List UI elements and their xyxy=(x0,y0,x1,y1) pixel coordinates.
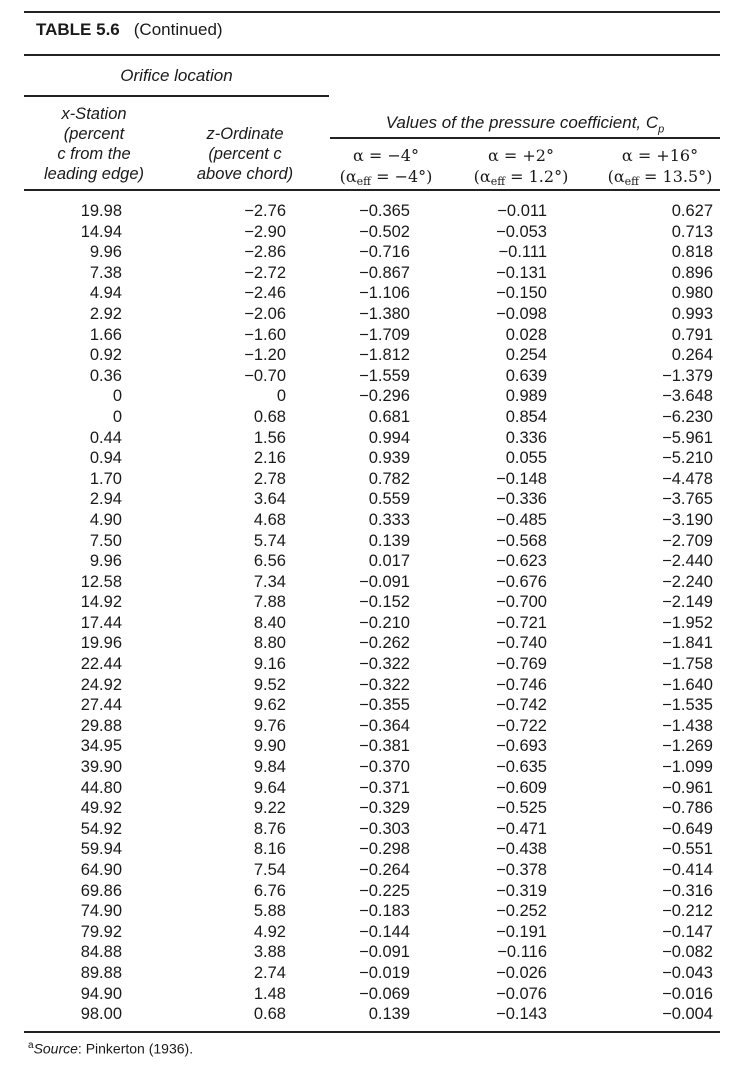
cp-alpha-pos16-cell: −2.440 xyxy=(662,552,713,571)
cp-alpha-neg4-cell: −0.365 xyxy=(359,202,410,220)
cp-alpha-pos16-cell: −5.961 xyxy=(662,428,713,447)
table-row xyxy=(24,839,724,860)
title-rule xyxy=(24,54,720,56)
table-row xyxy=(24,942,724,963)
x-station-cell: 4.94 xyxy=(89,284,122,303)
x-station-cell: 19.98 xyxy=(80,202,122,220)
cp-alpha-pos16-cell: −1.438 xyxy=(662,716,713,735)
x-station-cell: 0 xyxy=(112,387,122,406)
x-station-cell: 14.92 xyxy=(80,593,122,612)
cp-alpha-pos2-cell: 0.639 xyxy=(505,366,547,385)
cp-alpha-pos2-cell: −0.471 xyxy=(496,819,547,838)
cp-alpha-pos16-cell: −1.269 xyxy=(662,737,713,756)
z-ordinate-cell: 9.84 xyxy=(253,758,286,777)
cp-alpha-pos16-cell: 0.896 xyxy=(671,263,713,282)
cp-alpha-neg4-cell: 0.782 xyxy=(368,469,410,488)
cp-alpha-neg4-cell: −0.019 xyxy=(359,963,410,982)
cp-alpha-pos16-cell: −1.099 xyxy=(662,758,713,777)
table-row xyxy=(24,469,724,490)
cp-alpha-pos16-cell: −1.758 xyxy=(662,655,713,674)
cp-alpha-pos16-cell: 0.993 xyxy=(671,304,713,323)
z-ordinate-cell: 9.62 xyxy=(253,696,286,715)
cp-alpha-neg4-cell: −0.502 xyxy=(359,222,410,241)
cp-alpha-pos16-cell: −0.786 xyxy=(662,799,713,818)
table-row xyxy=(24,201,724,222)
table-row xyxy=(24,963,724,984)
cp-alpha-neg4-cell: −0.355 xyxy=(359,696,410,715)
x-header-line: (percent xyxy=(63,125,125,143)
x-station-cell: 39.90 xyxy=(80,758,122,777)
z-ordinate-cell: 7.54 xyxy=(253,861,286,879)
alpha-value: α = +16° xyxy=(621,146,699,165)
cp-alpha-pos2-cell: −0.721 xyxy=(496,613,547,632)
x-station-cell: 64.90 xyxy=(80,861,122,879)
z-ordinate-cell: 2.16 xyxy=(253,449,286,468)
cp-alpha-pos16-cell: −0.082 xyxy=(662,943,713,962)
x-station-cell: 54.92 xyxy=(80,819,122,838)
cp-alpha-pos2-cell: −0.336 xyxy=(496,490,547,509)
cp-alpha-pos2-cell: −0.623 xyxy=(496,552,547,571)
table-row xyxy=(24,901,724,922)
z-ordinate-cell: 6.76 xyxy=(253,881,286,900)
table-row xyxy=(24,283,724,304)
z-ordinate-cell: 0 xyxy=(276,387,286,406)
cp-alpha-neg4-cell: 0.559 xyxy=(368,490,410,509)
z-ordinate-cell: 7.34 xyxy=(253,572,286,591)
table-row xyxy=(24,860,724,881)
z-ordinate-cell: −1.60 xyxy=(244,325,286,344)
cp-alpha-pos2-cell: −0.150 xyxy=(496,284,547,303)
z-ordinate-cell: 1.48 xyxy=(253,984,286,1003)
cp-alpha-neg4-cell: −0.381 xyxy=(359,737,410,756)
x-station-cell: 1.66 xyxy=(89,325,122,344)
x-station-cell: 84.88 xyxy=(80,943,122,962)
cp-alpha-neg4-cell: −0.371 xyxy=(359,778,410,797)
z-header-line: (percent c xyxy=(208,145,282,163)
cp-alpha-neg4-cell: −0.867 xyxy=(359,263,410,282)
table-row xyxy=(24,407,724,428)
cp-alpha-pos2-cell: −0.722 xyxy=(496,716,547,735)
cp-alpha-neg4-cell: −0.303 xyxy=(359,819,410,838)
cp-alpha-pos16-cell: −3.765 xyxy=(662,490,713,509)
table-row xyxy=(24,984,724,1005)
table-row xyxy=(24,510,724,531)
table-row xyxy=(24,531,724,552)
cp-alpha-pos2-cell: −0.700 xyxy=(496,593,547,612)
x-station-cell: 29.88 xyxy=(80,716,122,735)
cp-alpha-neg4-cell: −0.716 xyxy=(359,243,410,262)
table-row xyxy=(24,428,724,449)
z-ordinate-cell: 8.40 xyxy=(253,613,286,632)
cp-alpha-pos2-cell: −0.098 xyxy=(496,304,547,323)
z-ordinate-cell: −2.72 xyxy=(244,263,286,282)
footnote-source-label: Source xyxy=(33,1040,78,1057)
cp-alpha-pos16-cell: −2.149 xyxy=(662,593,713,612)
table-row xyxy=(24,448,724,469)
x-station-cell: 0.94 xyxy=(89,449,122,468)
table-row xyxy=(24,881,724,902)
cp-alpha-pos2-cell: −0.131 xyxy=(496,263,547,282)
x-station-cell: 17.44 xyxy=(80,613,122,632)
table-row xyxy=(24,675,724,696)
z-ordinate-cell: 9.16 xyxy=(253,655,286,674)
table-row xyxy=(24,736,724,757)
cp-alpha-neg4-cell: −0.370 xyxy=(359,758,410,777)
table-row xyxy=(24,695,724,716)
cp-alpha-pos16-cell: −5.210 xyxy=(662,449,713,468)
cp-alpha-neg4-cell: −0.210 xyxy=(359,613,410,632)
cp-alpha-neg4-cell: 0.939 xyxy=(368,449,410,468)
cp-alpha-pos2-cell: −0.116 xyxy=(497,943,547,962)
alpha-eff: $(\alpha_{eff} = 13.5^\circ)$ xyxy=(607,167,713,188)
table-bottom-rule xyxy=(24,1031,720,1033)
z-ordinate-cell: 6.56 xyxy=(253,552,286,571)
z-ordinate-cell: 9.64 xyxy=(253,778,286,797)
cp-alpha-neg4-cell: −0.069 xyxy=(359,984,410,1003)
cp-alpha-pos16-cell: −0.016 xyxy=(662,984,713,1003)
table-row xyxy=(24,716,724,737)
cp-alpha-pos16-cell: −0.316 xyxy=(662,881,713,900)
cp-alpha-pos16-cell: −1.535 xyxy=(662,696,713,715)
x-station-cell: 0.44 xyxy=(89,428,122,447)
cp-alpha-pos2-cell: −0.252 xyxy=(496,902,547,921)
z-ordinate-cell: −2.86 xyxy=(244,243,286,262)
cp-alpha-neg4-cell: −0.225 xyxy=(359,881,410,900)
x-station-cell: 1.70 xyxy=(89,469,122,488)
cp-alpha-pos16-cell: −6.230 xyxy=(662,407,713,426)
table-row xyxy=(24,819,724,840)
cp-alpha-pos16-cell: −0.961 xyxy=(662,778,713,797)
cp-alpha-pos2-cell: −0.676 xyxy=(496,572,547,591)
footnote xyxy=(28,1040,193,1057)
z-ordinate-cell: −2.46 xyxy=(244,284,286,303)
cp-alpha-neg4-cell: −0.298 xyxy=(359,840,410,859)
cp-alpha-pos2-cell: −0.143 xyxy=(496,1005,547,1024)
alpha-value: α = +2° xyxy=(488,146,554,165)
x-station-cell: 74.90 xyxy=(80,902,122,921)
cp-alpha-pos2-cell: 0.854 xyxy=(505,407,547,426)
z-ordinate-cell: −2.76 xyxy=(244,202,286,220)
cp-alpha-pos16-cell: 0.791 xyxy=(671,325,713,344)
z-ordinate-cell: 5.88 xyxy=(253,902,286,921)
cp-alpha-pos2-cell: 0.989 xyxy=(505,387,547,406)
table-row xyxy=(24,242,724,263)
cp-alpha-pos16-cell: −4.478 xyxy=(662,469,713,488)
cp-alpha-pos2-cell: −0.378 xyxy=(496,861,547,879)
table-row xyxy=(24,922,724,943)
table-row xyxy=(24,551,724,572)
cp-alpha-pos2-cell: −0.026 xyxy=(496,963,547,982)
z-ordinate-cell: 4.68 xyxy=(253,510,286,529)
table-continued: (Continued) xyxy=(133,20,223,39)
cp-alpha-pos2-cell: −0.111 xyxy=(498,243,547,262)
z-ordinate-cell: 2.74 xyxy=(253,963,286,982)
table-row xyxy=(24,778,724,799)
z-header-line: z-Ordinate xyxy=(206,125,284,143)
z-header-line: above chord) xyxy=(196,165,294,183)
x-station-cell: 0 xyxy=(112,407,122,426)
table-row xyxy=(24,592,724,613)
x-station-cell: 98.00 xyxy=(80,1005,122,1024)
cp-alpha-pos16-cell: −2.240 xyxy=(662,572,713,591)
z-ordinate-cell: 0.68 xyxy=(253,1005,286,1024)
alpha-header-2 xyxy=(458,145,584,192)
x-station-cell: 9.96 xyxy=(89,552,122,571)
z-ordinate-cell: 2.78 xyxy=(253,469,286,488)
cp-alpha-pos2-cell: −0.148 xyxy=(496,469,547,488)
cp-alpha-pos2-cell: −0.319 xyxy=(496,881,547,900)
cp-alpha-pos2-cell: −0.485 xyxy=(496,510,547,529)
cp-alpha-neg4-cell: −0.262 xyxy=(359,634,410,653)
cp-alpha-pos16-cell: −0.414 xyxy=(662,861,713,879)
cp-alpha-pos16-cell: −1.841 xyxy=(662,634,713,653)
z-ordinate-header xyxy=(175,124,315,184)
z-ordinate-cell: 3.64 xyxy=(253,490,286,509)
cp-alpha-neg4-cell: −0.329 xyxy=(359,799,410,818)
table-title xyxy=(36,20,223,40)
table-row xyxy=(24,489,724,510)
x-station-cell: 49.92 xyxy=(80,799,122,818)
cp-alpha-neg4-cell: −1.559 xyxy=(359,366,410,385)
cp-alpha-pos16-cell: −3.648 xyxy=(662,387,713,406)
x-station-cell: 7.38 xyxy=(89,263,122,282)
cp-alpha-neg4-cell: −1.106 xyxy=(359,284,410,303)
orifice-header: Orifice location xyxy=(120,66,233,85)
alpha-value: α = −4° xyxy=(353,146,419,165)
table-row xyxy=(24,1004,724,1025)
x-station-cell: 59.94 xyxy=(80,840,122,859)
x-station-cell: 14.94 xyxy=(80,222,122,241)
cp-alpha-pos16-cell: −0.147 xyxy=(662,922,713,941)
table-row xyxy=(24,222,724,243)
table-row xyxy=(24,366,724,387)
table-label: TABLE 5.6 xyxy=(36,20,120,39)
table-body xyxy=(24,201,724,1025)
z-ordinate-cell: 3.88 xyxy=(253,943,286,962)
x-station-cell: 89.88 xyxy=(80,963,122,982)
cp-alpha-pos2-cell: −0.635 xyxy=(496,758,547,777)
cp-alpha-neg4-cell: 0.333 xyxy=(368,510,410,529)
z-ordinate-cell: −2.90 xyxy=(244,222,286,241)
x-station-cell: 34.95 xyxy=(80,737,122,756)
z-ordinate-cell: 7.88 xyxy=(253,593,286,612)
cp-alpha-pos2-cell: 0.336 xyxy=(505,428,547,447)
x-station-cell: 94.90 xyxy=(80,984,122,1003)
x-station-cell: 19.96 xyxy=(80,634,122,653)
cp-alpha-neg4-cell: −0.296 xyxy=(359,387,410,406)
x-station-cell: 69.86 xyxy=(80,881,122,900)
table-row xyxy=(24,386,724,407)
cp-alpha-pos2-cell: −0.742 xyxy=(496,696,547,715)
x-station-cell: 2.92 xyxy=(89,304,122,323)
z-ordinate-cell: 8.16 xyxy=(253,840,286,859)
cp-alpha-pos16-cell: −3.190 xyxy=(662,510,713,529)
cp-alpha-neg4-cell: 0.994 xyxy=(368,428,410,447)
cp-alpha-neg4-cell: −0.183 xyxy=(359,902,410,921)
values-header-text: Values of the pressure coefficient, C xyxy=(385,113,659,132)
table-row xyxy=(24,757,724,778)
cp-alpha-pos2-cell: −0.076 xyxy=(496,984,547,1003)
alpha-eff: $(\alpha_{eff} = -4^\circ)$ xyxy=(339,167,433,188)
cp-alpha-pos16-cell: 0.627 xyxy=(671,202,713,220)
z-ordinate-cell: 5.74 xyxy=(253,531,286,550)
cp-alpha-pos16-cell: 0.713 xyxy=(671,222,713,241)
table-row xyxy=(24,613,724,634)
values-header xyxy=(330,113,720,135)
z-ordinate-cell: 9.90 xyxy=(253,737,286,756)
x-station-cell: 0.92 xyxy=(89,346,122,365)
cp-alpha-neg4-cell: −0.322 xyxy=(359,655,410,674)
x-station-cell: 9.96 xyxy=(89,243,122,262)
x-header-line: x-Station xyxy=(61,105,127,123)
table-row xyxy=(24,633,724,654)
orifice-rule xyxy=(24,95,329,97)
cp-alpha-neg4-cell: −0.144 xyxy=(359,922,410,941)
cp-alpha-pos16-cell: −0.004 xyxy=(662,1005,713,1024)
x-station-cell: 2.94 xyxy=(89,490,122,509)
cp-alpha-neg4-cell: −0.364 xyxy=(359,716,410,735)
cp-alpha-neg4-cell: −0.091 xyxy=(359,943,410,962)
top-rule xyxy=(24,11,720,13)
alpha-eff: $(\alpha_{eff} = 1.2^\circ)$ xyxy=(473,167,569,188)
cp-alpha-neg4-cell: −1.380 xyxy=(359,304,410,323)
cp-alpha-pos2-cell: −0.693 xyxy=(496,737,547,756)
alpha-header-1 xyxy=(330,145,442,192)
cp-alpha-pos2-cell: −0.438 xyxy=(496,840,547,859)
cp-alpha-pos16-cell: −0.212 xyxy=(662,902,713,921)
cp-alpha-pos16-cell: 0.818 xyxy=(671,243,713,262)
cp-alpha-pos2-cell: −0.011 xyxy=(497,202,547,220)
cp-alpha-pos16-cell: 0.980 xyxy=(671,284,713,303)
values-header-sub: p xyxy=(658,123,665,136)
alpha-header-3 xyxy=(596,145,724,192)
values-rule xyxy=(330,137,720,139)
x-header-line: leading edge) xyxy=(44,165,144,183)
cp-alpha-pos16-cell: −1.952 xyxy=(662,613,713,632)
x-station-cell: 44.80 xyxy=(80,778,122,797)
cp-alpha-neg4-cell: −0.264 xyxy=(359,861,410,879)
x-station-cell: 24.92 xyxy=(80,675,122,694)
z-ordinate-cell: 4.92 xyxy=(253,922,286,941)
cp-alpha-pos2-cell: −0.053 xyxy=(496,222,547,241)
z-ordinate-cell: 8.80 xyxy=(253,634,286,653)
cp-alpha-pos2-cell: 0.055 xyxy=(505,449,547,468)
z-ordinate-cell: 9.76 xyxy=(253,716,286,735)
z-ordinate-cell: 9.52 xyxy=(253,675,286,694)
cp-alpha-neg4-cell: −1.709 xyxy=(359,325,410,344)
cp-alpha-pos16-cell: −1.379 xyxy=(662,366,713,385)
z-ordinate-cell: −1.20 xyxy=(244,346,286,365)
cp-alpha-neg4-cell: −0.091 xyxy=(359,572,410,591)
z-ordinate-cell: 1.56 xyxy=(253,428,286,447)
table-row xyxy=(24,654,724,675)
table-row xyxy=(24,304,724,325)
table-row xyxy=(24,798,724,819)
table-row xyxy=(24,325,724,346)
x-station-cell: 27.44 xyxy=(80,696,122,715)
x-station-cell: 7.50 xyxy=(89,531,122,550)
z-ordinate-cell: −2.06 xyxy=(244,304,286,323)
z-ordinate-cell: 9.22 xyxy=(253,799,286,818)
cp-alpha-pos16-cell: −0.551 xyxy=(662,840,713,859)
cp-alpha-pos16-cell: −2.709 xyxy=(662,531,713,550)
cp-alpha-neg4-cell: −1.812 xyxy=(359,346,410,365)
x-station-cell: 79.92 xyxy=(80,922,122,941)
cp-alpha-pos16-cell: −1.640 xyxy=(662,675,713,694)
cp-alpha-pos2-cell: 0.028 xyxy=(505,325,547,344)
cp-alpha-neg4-cell: 0.681 xyxy=(368,407,410,426)
z-ordinate-cell: −0.70 xyxy=(244,366,286,385)
table-row xyxy=(24,263,724,284)
table-row xyxy=(24,572,724,593)
cp-alpha-neg4-cell: 0.139 xyxy=(368,531,410,550)
x-station-cell: 0.36 xyxy=(89,366,122,385)
cp-alpha-pos2-cell: 0.254 xyxy=(505,346,547,365)
cp-alpha-pos16-cell: 0.264 xyxy=(671,346,713,365)
cp-alpha-pos2-cell: −0.525 xyxy=(496,799,547,818)
cp-alpha-pos16-cell: −0.649 xyxy=(662,819,713,838)
cp-alpha-pos2-cell: −0.609 xyxy=(496,778,547,797)
cp-alpha-pos2-cell: −0.191 xyxy=(496,922,547,941)
cp-alpha-pos2-cell: −0.769 xyxy=(496,655,547,674)
x-station-cell: 12.58 xyxy=(80,572,122,591)
table-row xyxy=(24,345,724,366)
cp-alpha-neg4-cell: −0.152 xyxy=(359,593,410,612)
cp-alpha-pos2-cell: −0.740 xyxy=(496,634,547,653)
cp-alpha-neg4-cell: −0.322 xyxy=(359,675,410,694)
cp-alpha-neg4-cell: 0.017 xyxy=(368,552,410,571)
x-station-header xyxy=(24,104,164,184)
cp-alpha-pos2-cell: −0.746 xyxy=(496,675,547,694)
footnote-source-text: : Pinkerton (1936). xyxy=(77,1040,194,1057)
cp-alpha-pos2-cell: −0.568 xyxy=(496,531,547,550)
cp-alpha-neg4-cell: 0.139 xyxy=(368,1005,410,1024)
footnote-mark: a xyxy=(28,1040,34,1051)
cp-alpha-pos16-cell: −0.043 xyxy=(662,963,713,982)
x-station-cell: 4.90 xyxy=(89,510,122,529)
x-header-line: c from the xyxy=(57,145,131,163)
z-ordinate-cell: 8.76 xyxy=(253,819,286,838)
x-station-cell: 22.44 xyxy=(80,655,122,674)
z-ordinate-cell: 0.68 xyxy=(253,407,286,426)
